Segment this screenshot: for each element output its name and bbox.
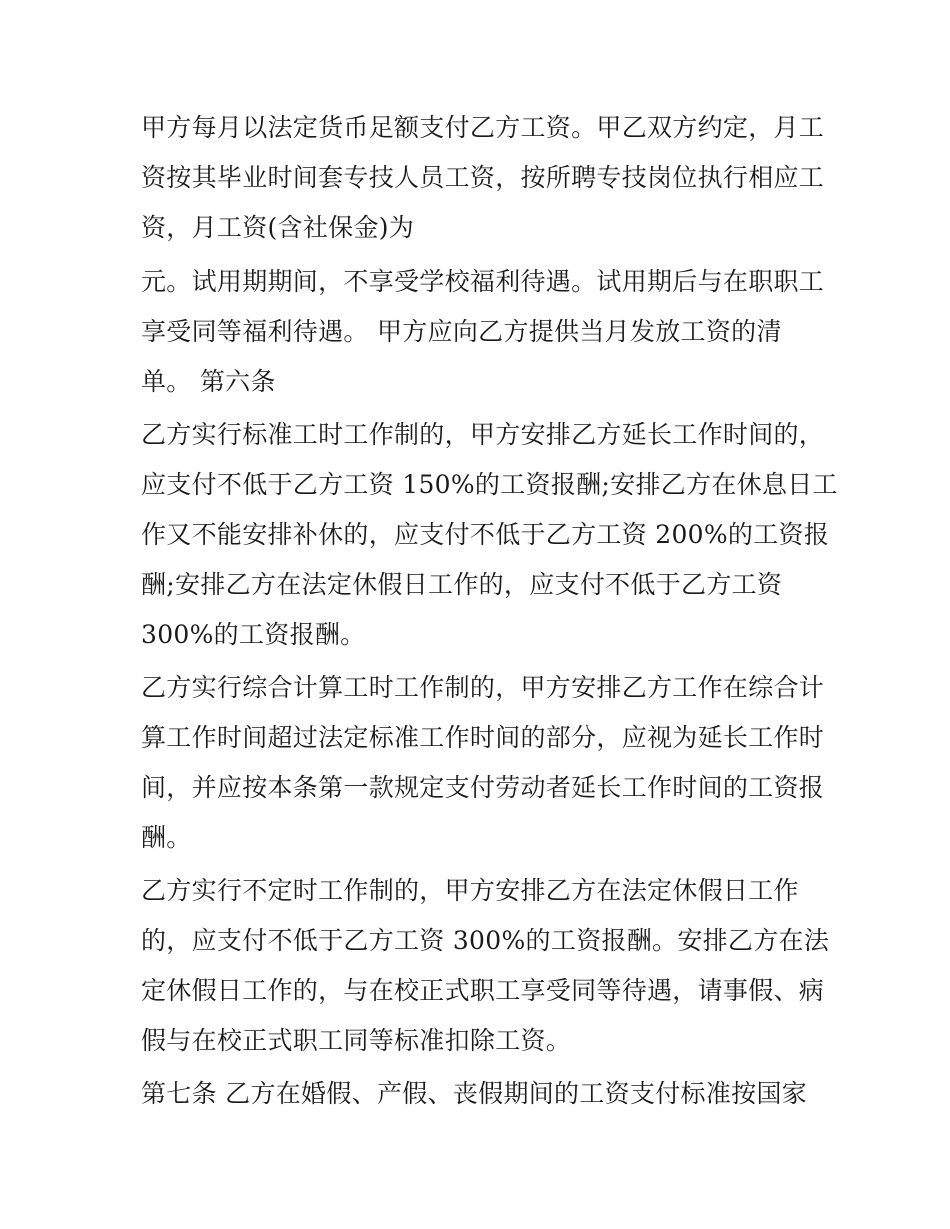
text-line: 甲方每月以法定货币足额支付乙方工资。甲乙双方约定，月工 (141, 113, 825, 142)
text-line: 乙方实行标准工时工作制的，甲方安排乙方延长工作时间的， (141, 420, 825, 449)
text-line: 定休假日工作的，与在校正式职工享受同等待遇，请事假、病 (141, 976, 825, 1005)
text-line: 单。 第六条 (141, 367, 276, 396)
text-line: 元。试用期期间，不享受学校福利待遇。试用期后与在职职工 (141, 267, 825, 296)
text-line: 第七条 乙方在婚假、产假、丧假期间的工资支付标准按国家 (141, 1079, 808, 1108)
text-line: 300%的工资报酬。 (141, 620, 366, 649)
text-line: 酬。 (141, 823, 192, 852)
text-line: 资按其毕业时间套专技人员工资，按所聘专技岗位执行相应工 (141, 163, 825, 192)
text-line: 的，应支付不低于乙方工资 300%的工资报酬。安排乙方在法 (141, 926, 830, 955)
text-line: 间，并应按本条第一款规定支付劳动者延长工作时间的工资报 (141, 773, 825, 802)
text-line: 应支付不低于乙方工资 150%的工资报酬;安排乙方在休息日工 (141, 470, 838, 499)
text-line: 享受同等福利待遇。 甲方应向乙方提供当月发放工资的清 (141, 317, 782, 346)
text-line: 作又不能安排补休的，应支付不低于乙方工资 200%的工资报 (141, 520, 830, 549)
text-line: 乙方实行综合计算工时工作制的，甲方安排乙方工作在综合计 (141, 673, 825, 702)
text-line: 乙方实行不定时工作制的，甲方安排乙方在法定休假日工作 (141, 876, 799, 905)
text-line: 资，月工资(含社保金)为 (141, 213, 415, 242)
text-line: 假与在校正式职工同等标准扣除工资。 (141, 1026, 572, 1055)
text-line: 酬;安排乙方在法定休假日工作的，应支付不低于乙方工资 (141, 570, 783, 599)
text-line: 算工作时间超过法定标准工作时间的部分，应视为延长工作时 (141, 723, 825, 752)
